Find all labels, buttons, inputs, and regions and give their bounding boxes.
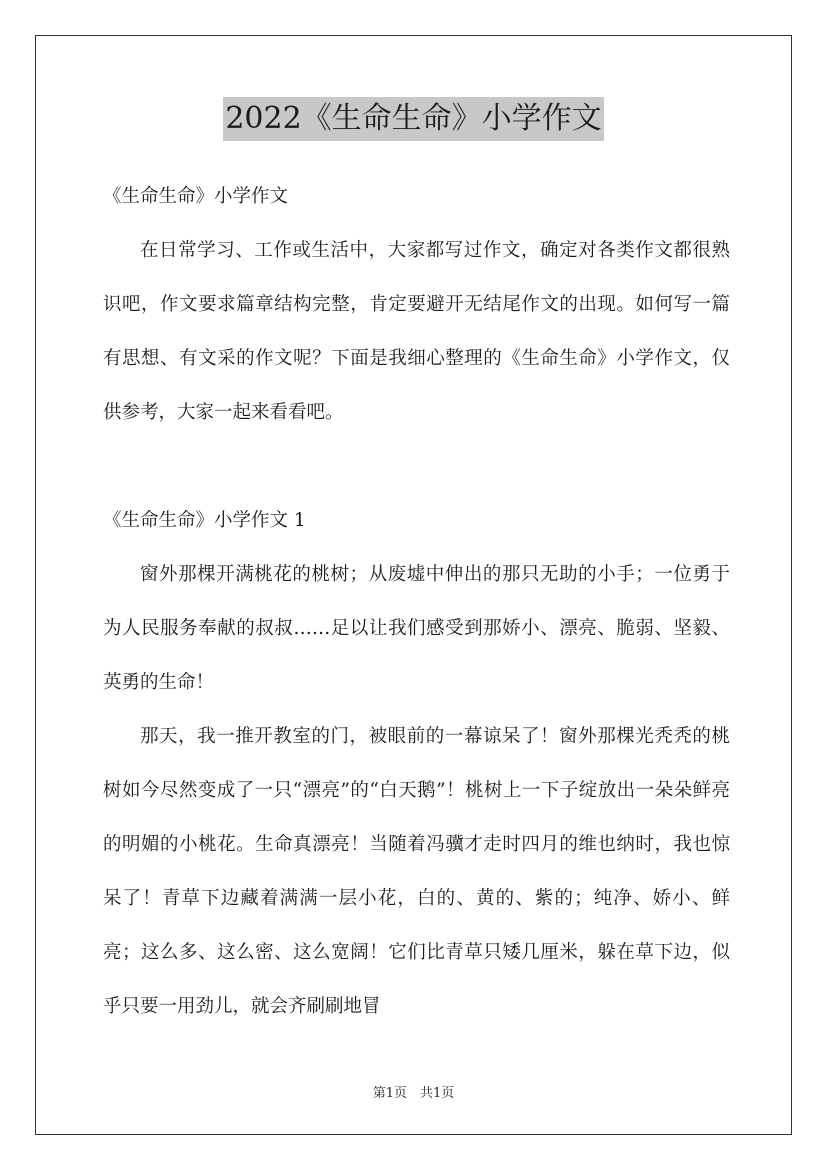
title-container (0, 97, 827, 141)
section-heading-essay-1: 《生命生命》小学作文 1 (103, 510, 306, 531)
document-body (103, 170, 730, 1034)
section-heading-intro: 《生命生命》小学作文 (103, 186, 289, 207)
intro-paragraph: 在日常学习、工作或生活中，大家都写过作文，确定对各类作文都很熟识吧，作文要求篇章结构完整，肯定要避开无结尾作文的出现。如何写一篇有思想、有文采的作文呢？下面是我细心整理的《生命生命》小学作文，仅供参考，大家一起来看看吧。 (103, 240, 730, 423)
page-footer: 第1页 共1页 (372, 1086, 455, 1101)
document-title: 2022《生命生命》小学作文 (223, 97, 603, 141)
paragraph-spacer (103, 440, 730, 494)
essay-paragraph-2: 那天，我一推开教室的门，被眼前的一幕谅呆了！窗外那棵光秃秃的桃树如今尽然变成了一只“漂亮”的“白天鹅”！桃树上一下子绽放出一朵朵鲜亮的明媚的小桃花。生命真漂亮！当随着冯骥才走时四月的维也纳时，我也惊呆了！青草下边藏着满满一层小花，白的、黄的、紫的；纯净、娇小、鲜亮；这么多、这么密、这么宽阔！它们比青草只矮几厘米，躲在草下边，似乎只要一用劲儿，就会齐刷刷地冒 (103, 726, 730, 1017)
essay-paragraph-1: 窗外那棵开满桃花的桃树；从废墟中伸出的那只无助的小手；一位勇于为人民服务奉献的叔叔……足以让我们感受到那娇小、漂亮、脆弱、坚毅、英勇的生命！ (103, 564, 730, 693)
